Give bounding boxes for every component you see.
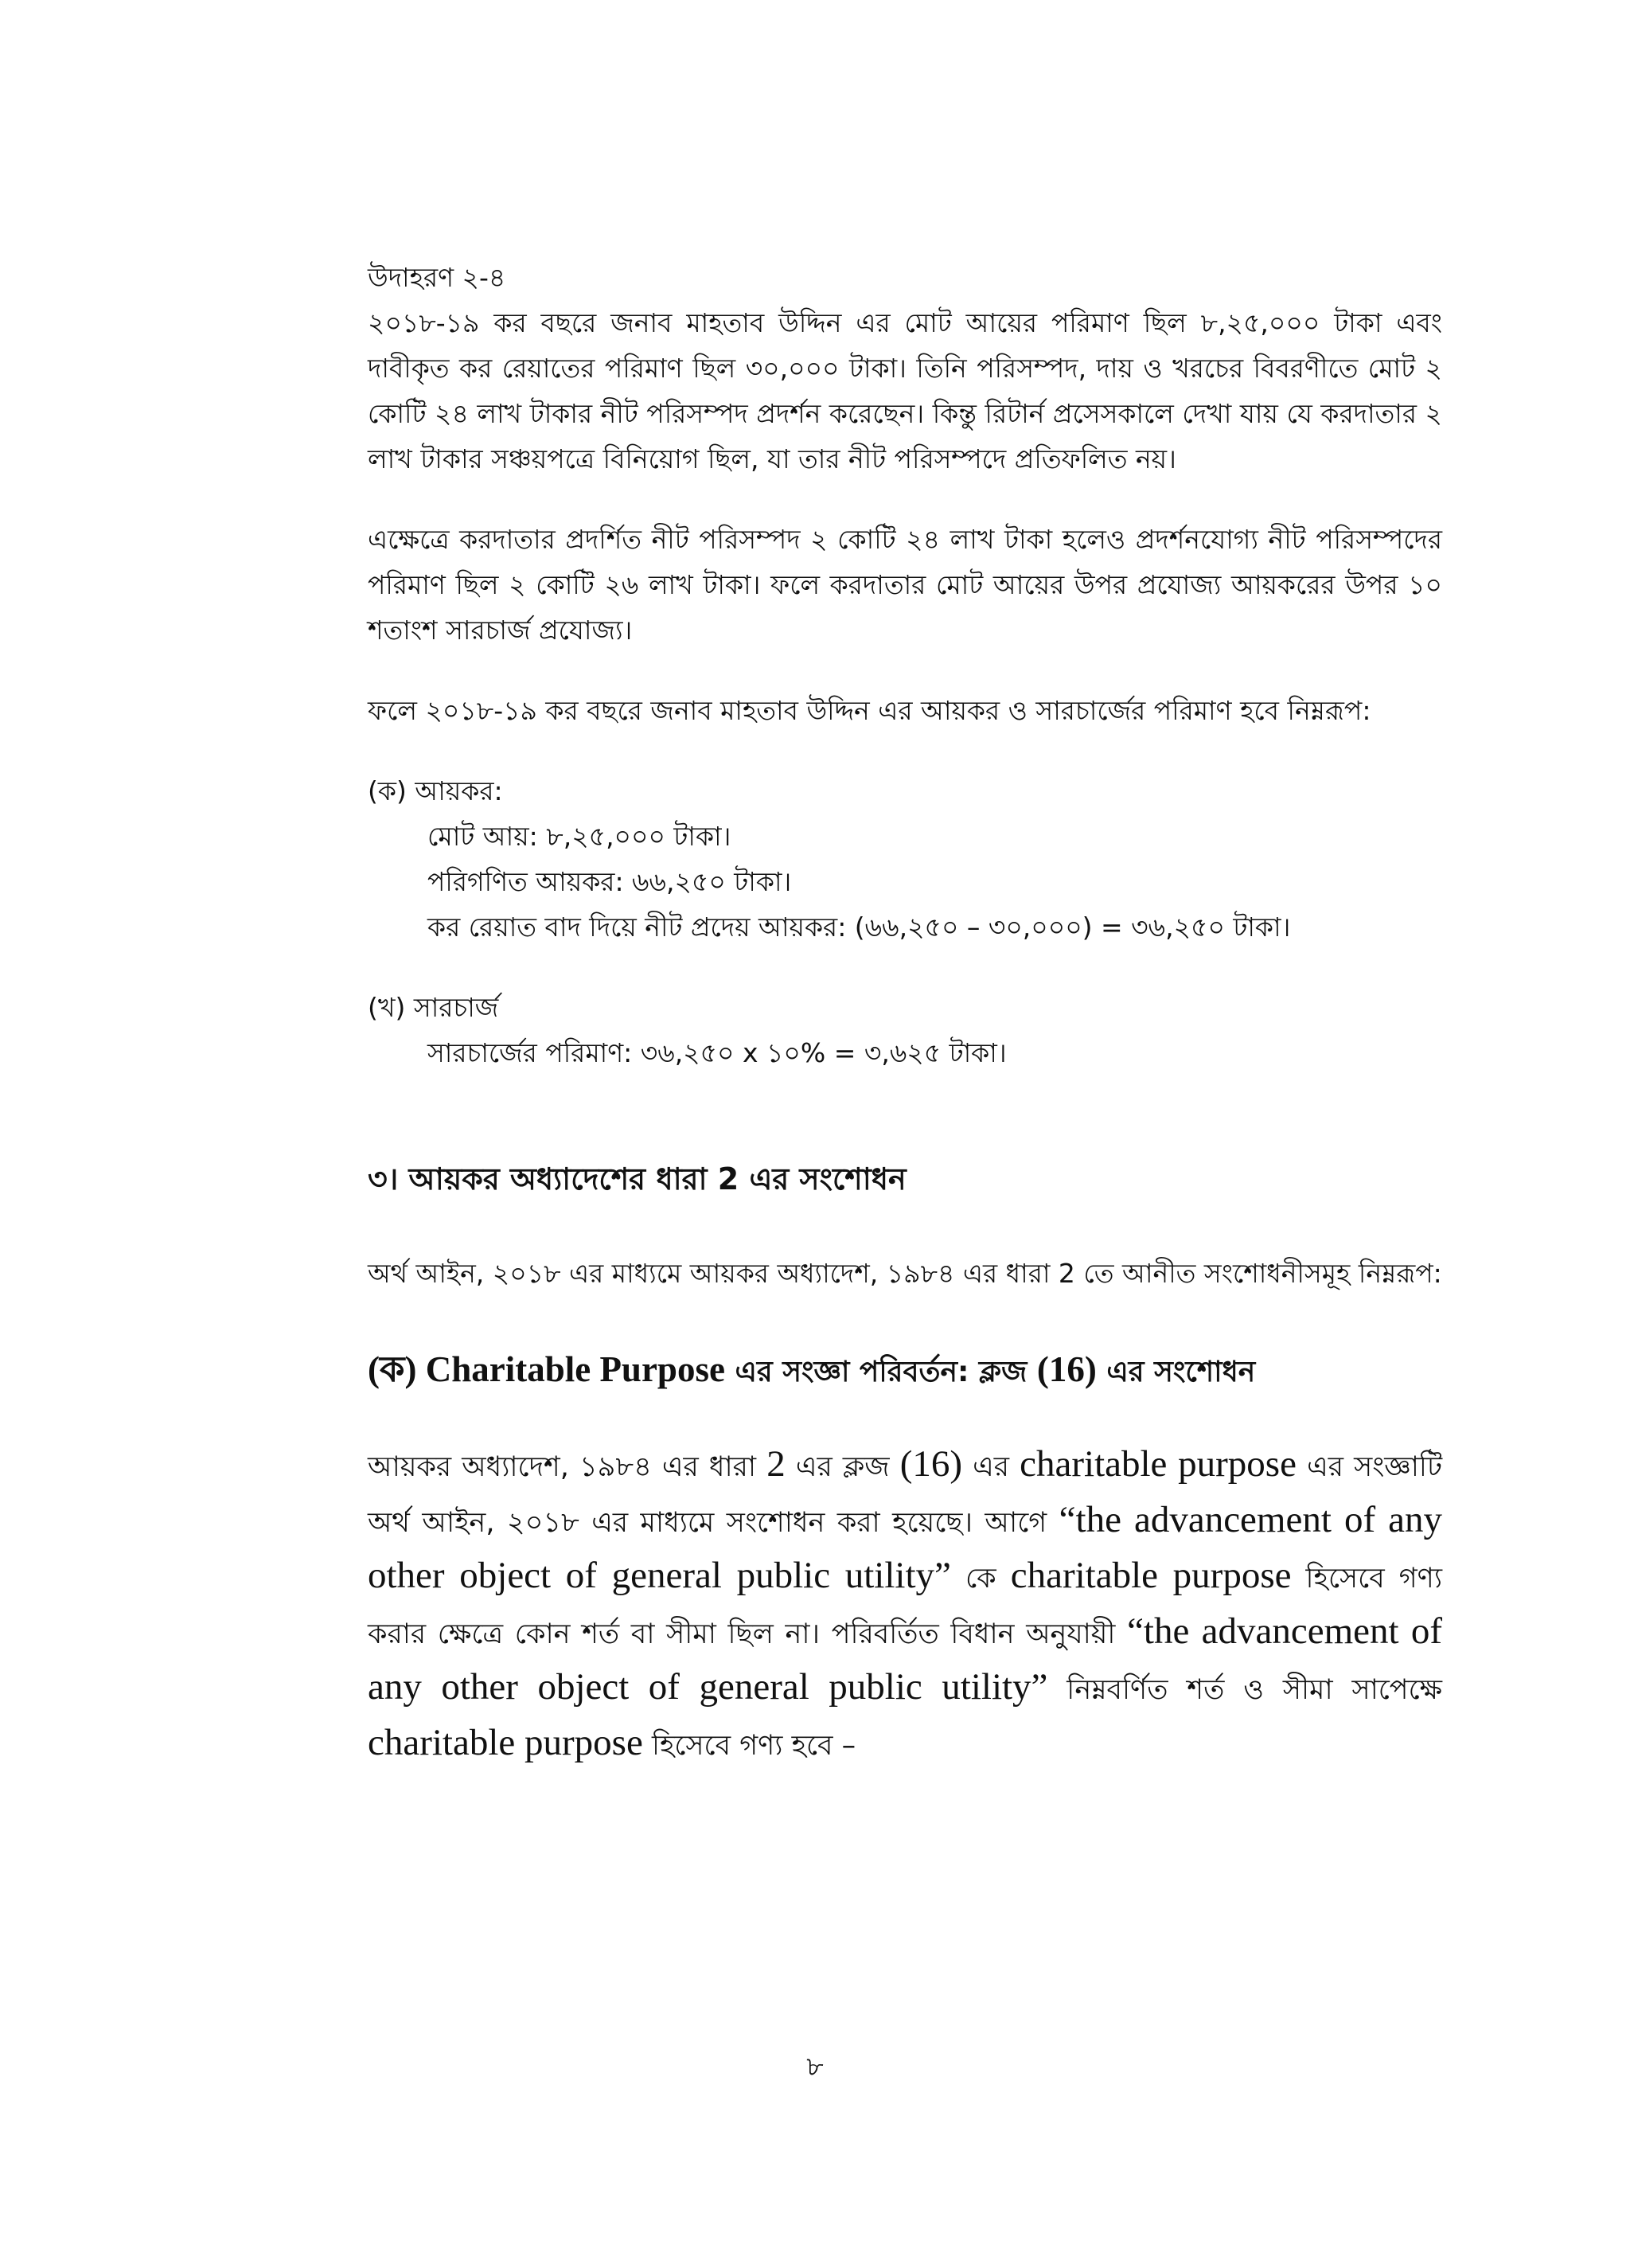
final-text-4: এর সংজ্ঞাটি অর্থ আইন, ২০১৮ এর মাধ্যমে সংশোধন করা হয়েছে। আগে (368, 1451, 1443, 1539)
example-title: উদাহরণ ২-৪ (368, 262, 506, 293)
subsection-a-clause: (16) (1036, 1349, 1097, 1389)
final-text-2: এর ক্লজ (785, 1451, 900, 1483)
final-en-7: charitable purpose (368, 1722, 643, 1763)
part-b-label: (খ) সারচার্জ (368, 992, 499, 1023)
final-en-6: “the advancement of any other object of general public utility” (368, 1610, 1442, 1708)
part-a-line-2: পরিগণিত আয়কর: ৬৬,২৫০ টাকা। (427, 866, 792, 897)
final-text-1: আয়কর অধ্যাদেশ, ১৯৮৪ এর ধারা (368, 1451, 767, 1483)
final-paragraph (368, 1438, 1442, 1772)
example-paragraph-1: ২০১৮-১৯ কর বছরে জনাব মাহতাব উদ্দিন এর মোট আয়ের পরিমাণ ছিল ৮,২৫,০০০ টাকা এবং দাবীকৃত কর রেয়াতের পরিমাণ ছিল ৩০,০০০ টাকা। তিনি পরিসম্পদ, দায় ও খরচের বিবরণীতে মোট ২ কোটি ২৪ লাখ টাকার নীট পরিসম্পদ প্রদর্শন করেছেন। কিন্তু রিটার্ন প্রসেসকালে দেখা যায় যে করদাতার ২ লাখ টাকার সঞ্চয়পত্রে বিনিয়োগ ছিল, যা তার নীট পরিসম্পদে প্রতিফলিত নয়। (368, 307, 1442, 474)
part-b-block (368, 985, 1442, 1075)
part-b-line: সারচার্জের পরিমাণ: ৩৬,২৫০ x ১০% = ৩,৬২৫ টাকা। (427, 1037, 1007, 1068)
final-en-2: (16) (899, 1443, 962, 1485)
final-en-4: “the advancement of any other object of general public utility” (368, 1499, 1442, 1596)
final-text-7: নিম্নবর্ণিত শর্ত ও সীমা সাপেক্ষে (1047, 1674, 1442, 1706)
page-number: ৮ (806, 2051, 824, 2082)
final-text-8: হিসেবে গণ্য হবে – (642, 1730, 856, 1762)
subsection-a-prefix: (ক) Charitable Purpose (368, 1349, 725, 1389)
final-text-6: হিসেবে গণ্য করার ক্ষেত্রে কোন শর্ত বা সীমা ছিল না। পরিবর্তিত বিধান অনুযায়ী (368, 1563, 1442, 1650)
final-text-3: এর (962, 1451, 1020, 1483)
example-paragraph-3: ফলে ২০১৮-১৯ কর বছরে জনাব মাহতাব উদ্দিন এর আয়কর ও সারচার্জের পরিমাণ হবে নিম্নরূপ: (368, 695, 1371, 726)
subsection-a-heading (368, 1344, 1442, 1398)
part-a-label: (ক) আয়কর: (368, 775, 503, 806)
final-en-5: charitable purpose (1010, 1555, 1292, 1596)
subsection-a-suffix: এর সংশোধন (1096, 1356, 1256, 1388)
part-a-line-1: মোট আয়: ৮,২৫,০০০ টাকা। (427, 821, 731, 852)
document-page (368, 255, 1442, 1772)
final-text-5: কে (950, 1563, 1011, 1595)
final-en-1: 2 (766, 1443, 786, 1485)
example-paragraph-2: এক্ষেত্রে করদাতার প্রদর্শিত নীট পরিসম্পদ ২ কোটি ২৪ লাখ টাকা হলেও প্রদর্শনযোগ্য নীট পরিসম্পদের পরিমাণ ছিল ২ কোটি ২৬ লাখ টাকা। ফলে করদাতার মোট আয়ের উপর প্রযোজ্য আয়করের উপর ১০ শতাংশ সারচার্জ প্রযোজ্য। (368, 524, 1442, 646)
section-3-intro: অর্থ আইন, ২০১৮ এর মাধ্যমে আয়কর অধ্যাদেশ, ১৯৮৪ এর ধারা 2 তে আনীত সংশোধনীসমূহ নিম্নরূপ: (368, 1258, 1442, 1289)
final-en-3: charitable purpose (1020, 1443, 1297, 1485)
part-a-block (368, 768, 1442, 950)
subsection-a-middle: এর সংজ্ঞা পরিবর্তন: ক্লজ (724, 1356, 1037, 1388)
part-a-line-3: কর রেয়াত বাদ দিয়ে নীট প্রদেয় আয়কর: (৬৬,২৫০ – ৩০,০০০) = ৩৬,২৫০ টাকা। (427, 911, 1291, 943)
section-3-heading: ৩। আয়কর অধ্যাদেশের ধারা 2 এর সংশোধন (368, 1161, 907, 1196)
